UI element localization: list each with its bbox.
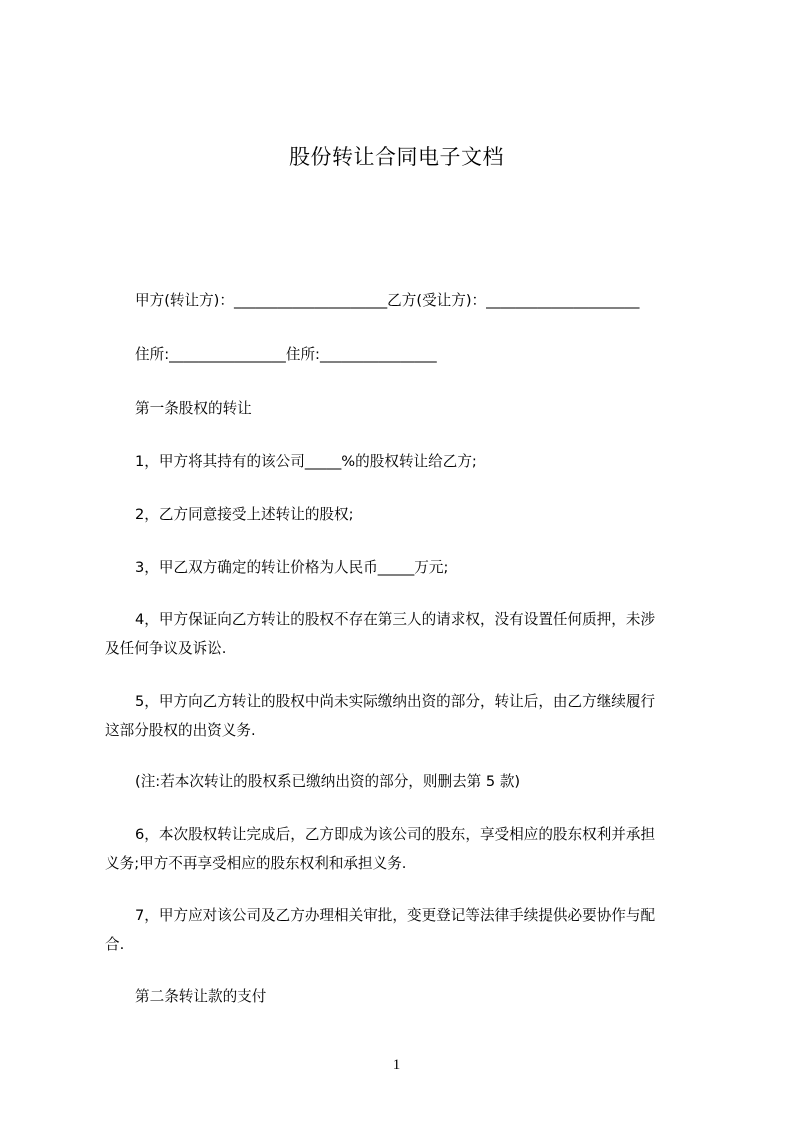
clause-5-line-2: 这部分股权的出资义务. xyxy=(105,722,256,739)
clause-7-line-2: 合. xyxy=(105,936,125,953)
document-title: 股份转让合同电子文档 xyxy=(289,145,504,169)
clause-6-line-2: 义务;甲方不再享受相应的股东权利和承担义务. xyxy=(105,855,407,872)
clause-7-line-1: 7，甲方应对该公司及乙方办理相关审批，变更登记等法律手续提供必要协作与配 xyxy=(135,907,656,924)
clause-4-line-1: 4，甲方保证向乙方转让的股权不存在第三人的请求权，没有设置任何质押，未涉 xyxy=(135,611,656,628)
note-line: (注:若本次转让的股权系已缴纳出资的部分，则删去第 5 款) xyxy=(135,773,521,790)
clause-1: 1，甲方将其持有的该公司_____%的股权转让给乙方; xyxy=(135,453,477,470)
page-number: 1 xyxy=(392,1057,401,1073)
section-2-heading: 第二条转让款的支付 xyxy=(135,988,267,1005)
address-line: 住所:________________住所:________________ xyxy=(135,346,437,363)
section-1-heading: 第一条股权的转让 xyxy=(135,400,252,417)
clause-5-line-1: 5，甲方向乙方转让的股权中尚未实际缴纳出资的部分，转让后，由乙方继续履行 xyxy=(135,693,656,710)
clause-3: 3，甲乙双方确定的转让价格为人民币_____万元; xyxy=(135,559,449,576)
clause-6-line-1: 6，本次股权转让完成后，乙方即成为该公司的股东，享受相应的股东权利并承担 xyxy=(135,826,656,843)
parties-line: 甲方(转让方)：_____________________乙方(受让方)：_____________________ xyxy=(135,292,640,309)
clause-4-line-2: 及任何争议及诉讼. xyxy=(105,640,227,657)
clause-2: 2，乙方同意接受上述转让的股权; xyxy=(135,506,354,523)
